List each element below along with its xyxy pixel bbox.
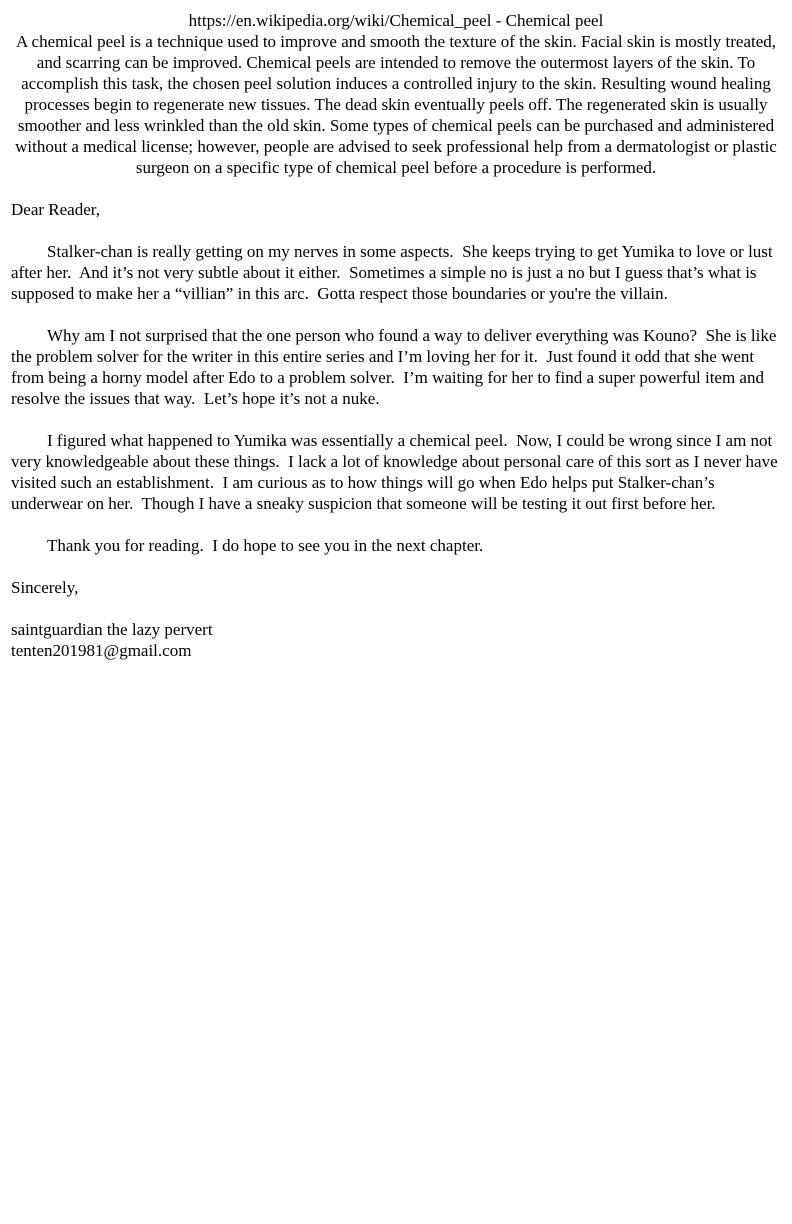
source-url-line: https://en.wikipedia.org/wiki/Chemical_peel - Chemical peel <box>188 11 604 30</box>
intro-paragraph: A chemical peel is a technique used to improve and smooth the texture of the skin. Facial skin is mostly treated, and scarring can be improved. Chemical peels are intended to remove the outermost layers of the skin. To accomplish this task, the chosen peel solution induces a controlled injury to the skin. Resulting wound healing processes begin to regenerate new tissues. The dead skin eventually peels off. The regenerated skin is usually smoother and less wrinkled than the old skin. Some types of chemical peels can be purchased and administered without a medical license; however, people are advised to seek professional help from a dermatologist or plastic surgeon on a specific type of chemical peel before a procedure is performed. <box>15 32 782 177</box>
body-paragraph-2: Why am I not surprised that the one person who found a way to deliver everything was Kouno? She is like the problem solver for the writer in this entire series and I’m loving her for it. Just found it odd that she went from being a horny model after Edo to a problem solver. I’m waiting for her to find a super powerful item and resolve the issues that way. Let’s hope it’s not a nuke. <box>11 326 781 408</box>
body-paragraph-3: I figured what happened to Yumika was essentially a chemical peel. Now, I could be wrong since I am not very knowledgeable about these things. I lack a lot of knowledge about personal care of this sort as I never have visited such an establishment. I am curious as to how things will go when Edo helps put Stalker-chan’s underwear on her. Though I have a sneaky suspicion that someone will be testing it out first before her. <box>11 431 782 513</box>
signature-name: saintguardian the lazy pervert <box>11 620 213 639</box>
closing: Sincerely, <box>11 578 79 597</box>
salutation: Dear Reader, <box>11 200 100 219</box>
body-paragraph-1: Stalker-chan is really getting on my nerves in some aspects. She keeps trying to get Yumika to love or lust after her. And it’s not very subtle about it either. Sometimes a simple no is just a no but I guess that’s what is supposed to make her a “villian” in this arc. Gotta respect those boundaries or you're the villain. <box>11 242 777 303</box>
signature-email: tenten201981@gmail.com <box>11 641 192 660</box>
body-paragraph-4: Thank you for reading. I do hope to see you in the next chapter. <box>47 536 484 555</box>
signature-block <box>11 619 781 661</box>
